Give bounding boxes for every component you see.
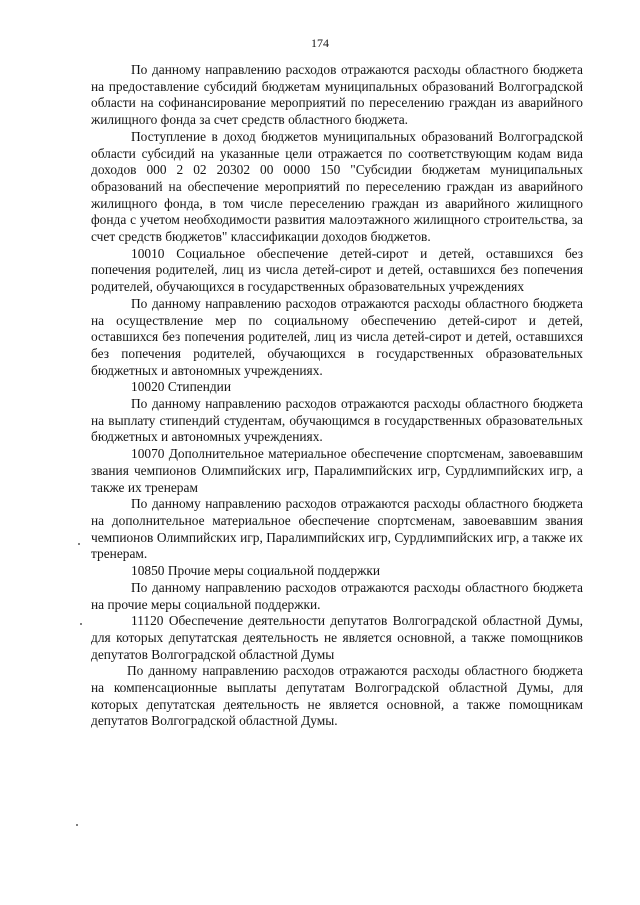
document-body [91,62,583,730]
paragraph-10070-description: По данному направлению расходов отражаются расходы областного бюджета на дополнительное материальное обеспечение спортсменам, завоевавшим звания чемпионов Олимпийских игр, Паралимпийских игр, Сурдлимпийских игр, а также их тренерам. [91,496,583,562]
heading-10070: 10070 Дополнительное материальное обеспечение спортсменам, завоевавшим звания чемпионов Олимпийских игр, Паралимпийских игр, Сурдлимпийских игр, а также их тренерам [91,446,583,495]
paragraph-10020-description: По данному направлению расходов отражаются расходы областного бюджета на выплату стипендий студентам, обучающимся в государственных образовательных бюджетных и автономных учреждениях. [91,396,583,445]
paragraph-subsidies-description: По данному направлению расходов отражаются расходы областного бюджета на предоставление субсидий бюджетам муниципальных образований Волгоградской области на софинансирование мероприятий по переселению граждан из аварийного жилищного фонда за счет средств областного бюджета. [91,62,583,128]
heading-10850: 10850 Прочие меры социальной поддержки [131,563,381,579]
paragraph-11120-description: По данному направлению расходов отражаются расходы областного бюджета на компенсационные выплаты депутатам Волгоградской областной Думы, для которых депутатская деятельность не является основной, а также помощникам депутатов Волгоградской областной Думы. [91,663,583,729]
heading-10020: 10020 Стипендии [131,379,232,395]
scan-speck [80,623,82,625]
heading-10010: 10010 Социальное обеспечение детей-сирот и детей, оставшихся без попечения родителей, лиц из числа детей-сирот и детей, оставшихся без попечения родителей, обучающихся в государственных образовательных учреждениях [91,245,583,295]
scan-speck [78,543,80,545]
scan-speck [76,824,78,826]
paragraph-10010-description: По данному направлению расходов отражаются расходы областного бюджета на осуществление мер по социальному обеспечению детей-сирот и детей, оставшихся без попечения родителей, лиц из числа детей-сирот и детей, оставшихся без попечения родителей, обучающихся в государственных образовательных бюджетных и автономных учреждениях. [91,295,583,378]
page-number: 174 [311,36,329,50]
paragraph-10850-description: По данному направлению расходов отражаются расходы областного бюджета на прочие меры социальной поддержки. [91,579,583,612]
heading-11120: 11120 Обеспечение деятельности депутатов Волгоградской областной Думы, для которых депутатская деятельность не является основной, а также помощников депутатов Волгоградской областной Думы [91,613,583,662]
paragraph-subsidies-income: Поступление в доход бюджетов муниципальных образований Волгоградской области субсидий на указанные цели отражается по соответствующим кодам вида доходов 000 2 02 20302 00 0000 150 "Субсидии бюджетам муниципальных образований на обеспечение мероприятий по переселению граждан из аварийного жилищного фонда, в том числе переселению граждан из аварийного жилищного фонда с учетом необходимости развития малоэтажного жилищного строительства, за счет средств бюджетов" классификации доходов бюджетов. [91,128,583,245]
